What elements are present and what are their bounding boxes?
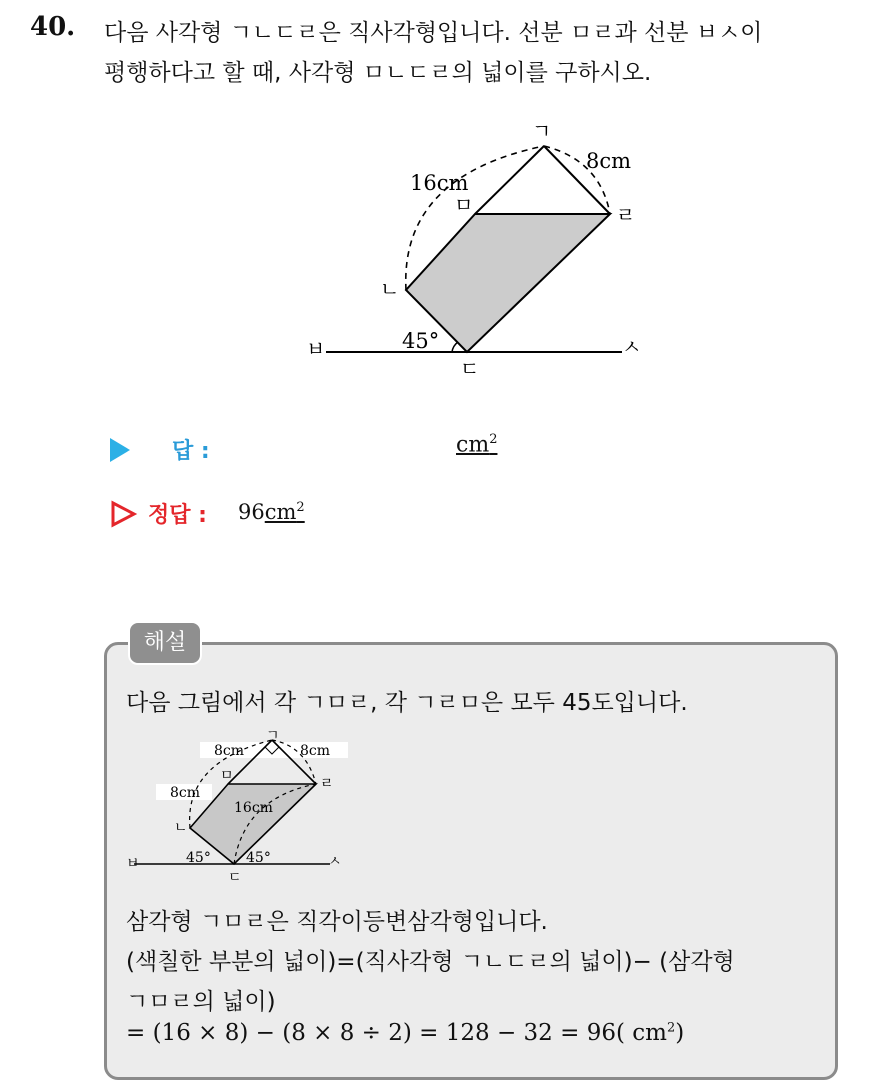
fig2-label-g: ㄱ: [266, 728, 280, 744]
outline-triangle-icon: [110, 500, 138, 528]
question-text-line1: 다음 사각형 ㄱㄴㄷㄹ은 직사각형입니다. 선분 ㅁㄹ과 선분 ㅂㅅ이: [104, 20, 763, 46]
fig2-angle-left: 45°: [186, 850, 211, 866]
question-text-line2: 평행하다고 할 때, 사각형 ㅁㄴㄷㄹ의 넓이를 구하시오.: [104, 60, 652, 86]
explanation-line1: 다음 그림에서 각 ㄱㅁㄹ, 각 ㄱㄹㅁ은 모두 45도입니다.: [126, 690, 688, 716]
play-icon: [110, 438, 130, 462]
explanation-line2: 삼각형 ㄱㅁㄹ은 직각이등변삼각형입니다.: [126, 909, 548, 935]
fig2-label-r: ㄹ: [320, 776, 334, 792]
fig2-length-b: 8cm: [300, 743, 331, 759]
fig2-label-n: ㄴ: [174, 820, 188, 836]
correct-label: 정답 :: [148, 503, 207, 528]
label-s: ㅅ: [622, 335, 642, 359]
explanation-figure: [126, 728, 366, 886]
side-g-m: [475, 146, 544, 214]
fig2-label-d: ㄷ: [228, 870, 242, 886]
label-r: ㄹ: [616, 203, 636, 227]
correct-answer-row: [110, 496, 370, 532]
label-b: ㅂ: [306, 337, 326, 361]
rectangle-figure: [300, 118, 660, 380]
label-g: ㄱ: [532, 119, 552, 143]
fig2-label-s: ㅅ: [328, 854, 342, 870]
explanation-line3: (색칠한 부분의 넓이)=(직사각형 ㄱㄴㄷㄹ의 넓이)− (삼각형: [126, 949, 735, 975]
fig2-length-a: 8cm: [214, 743, 245, 759]
answer-label: 답 :: [172, 439, 210, 464]
fig2-length-c: 8cm: [170, 785, 201, 801]
fig2-label-m: ㅁ: [220, 768, 234, 784]
fig2-angle-right: 45°: [246, 850, 271, 866]
question-number: 40.: [30, 12, 76, 42]
explanation-equation: = (16 × 8) − (8 × 8 ÷ 2) = 128 − 32 = 96( $cm^2$): [126, 1020, 685, 1046]
label-d: ㄷ: [460, 357, 480, 380]
correct-value: $96cm^2$: [238, 500, 305, 524]
explanation-line4: ㄱㅁㄹ의 넓이): [126, 989, 276, 1015]
length-16cm: 16cm: [410, 171, 469, 195]
answer-row: [110, 432, 530, 468]
angle-arc: [452, 342, 458, 352]
label-n: ㄴ: [380, 277, 400, 301]
answer-unit: $cm^2$: [456, 432, 498, 458]
length-8cm: 8cm: [586, 149, 632, 173]
fig2-length-d: 16cm: [234, 800, 273, 816]
label-m: ㅁ: [454, 193, 474, 217]
explanation-tab: 해설: [128, 621, 202, 665]
fig2-label-b: ㅂ: [126, 856, 140, 872]
angle-45: 45°: [402, 329, 440, 353]
